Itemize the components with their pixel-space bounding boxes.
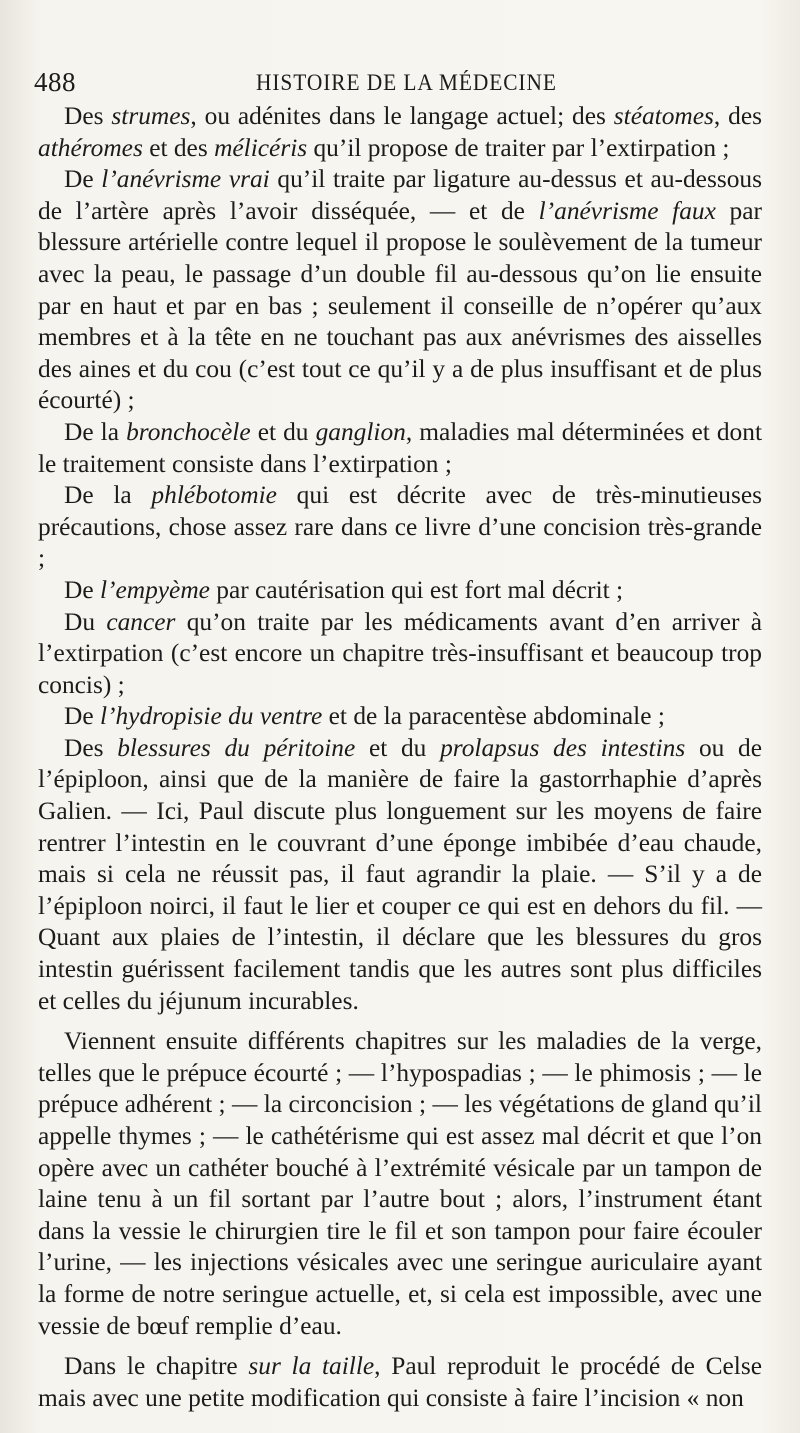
italic-term: mélicéris [214, 133, 308, 162]
italic-term: l’hydropisie du ventre [99, 702, 323, 731]
italic-term: l’empyème [99, 575, 210, 604]
page-header [34, 64, 764, 100]
paragraph: De l’hydropisie du ventre et de la paracentèse abdominale ; [64, 702, 665, 731]
running-title: HISTOIRE DE LA MÉDECINE [256, 70, 557, 95]
italic-term: l’anévrisme vrai [101, 165, 270, 194]
paragraph: De l’anévrisme vrai qu’il traite par ligature au-dessus et au-dessous de l’artère après l’avoir disséquée, — et de l’anévrisme faux par blessure artérielle contre lequel il propose le soulèvement de la tumeur avec la peau, le passage d’un double fil au-dessous qu’on lie ensuite par en haut et par en bas ; seulement il conseille de n’opérer qu’aux membres et à la tête en ne touchant pas aux anévrismes des aisselles des aines et du cou (c’est tout ce qu’il y a de plus insuffisant et de plus écourté) ; [38, 165, 762, 415]
page-number: 488 [34, 67, 76, 97]
body-text [38, 101, 762, 1414]
paragraph: Des strumes, ou adénites dans le langage actuel; des stéatomes, des athéromes et des mélicéris qu’il propose de traiter par l’extirpation ; [38, 102, 762, 162]
italic-term: strumes [111, 102, 191, 130]
italic-term: ganglion [315, 417, 406, 446]
paragraph: Du cancer qu’on traite par les médicaments avant d’en arriver à l’extirpation (c’est encore un chapitre très-insuffisant et beaucoup trop concis) ; [38, 607, 762, 699]
italic-term: athéromes [38, 133, 143, 162]
italic-term: prolapsus des intestins [440, 733, 686, 762]
italic-term: stéatomes [613, 102, 714, 130]
italic-term: l’anévrisme faux [538, 196, 716, 225]
paragraph: Dans le chapitre sur la taille, Paul reproduit le procédé de Celse mais avec une petite modification qui consiste à faire l’incision « non [38, 1352, 762, 1412]
italic-term: phlébotomie [151, 481, 277, 510]
paragraph: De l’empyème par cautérisation qui est fort mal décrit ; [64, 575, 624, 604]
italic-term: sur la taille [248, 1352, 375, 1381]
paragraph: De la phlébotomie qui est décrite avec de très-minutieuses précautions, chose assez rare dans ce livre d’une concision très-grande ; [38, 481, 762, 573]
italic-term: blessures du péritoine [117, 733, 356, 762]
italic-term: bronchocèle [126, 417, 251, 446]
italic-term: cancer [106, 607, 176, 636]
paragraph: Viennent ensuite différents chapitres sur les maladies de la verge, telles que le prépuce écourté ; — l’hypospadias ; — le phimosis ; — le prépuce adhérent ; — la circoncision ; — les végétations de gland qu’il appelle thymes ; — le cathétérisme qui est assez mal décrit et que l’on opère avec un cathéter bouché à l’extrémité vésicale par un tampon de laine tenu à un fil sortant par l’autre bout ; alors, l’instrument étant dans la vessie le chirurgien tire le fil et son tampon pour faire écouler l’urine, — les injections vésicales avec une seringue auriculaire ayant la forme de notre seringue actuelle, et, si cela est impossible, avec une vessie de bœuf remplie d’eau. [38, 1027, 762, 1340]
paragraph: De la bronchocèle et du ganglion, maladies mal déterminées et dont le traitement consiste dans l’extirpation ; [38, 417, 762, 478]
paragraph: Des blessures du péritoine et du prolapsus des intestins ou de l’épiploon, ainsi que de la manière de faire la gastorrhaphie d’après Galien. — Ici, Paul discute plus longuement sur les moyens de faire rentrer l’intestin en le couvrant d’une éponge imbibée d’eau chaude, mais si cela ne réussit pas, il faut agrandir la plaie. — S’il y a de l’épiploon noirci, il faut le lier et couper ce qui est en dehors du fil. — Quant aux plaies de l’intestin, il déclare que les blessures du gros intestin guérissent facilement tandis que les autres sont plus difficiles et celles du jéjunum incurables. [38, 733, 763, 1015]
